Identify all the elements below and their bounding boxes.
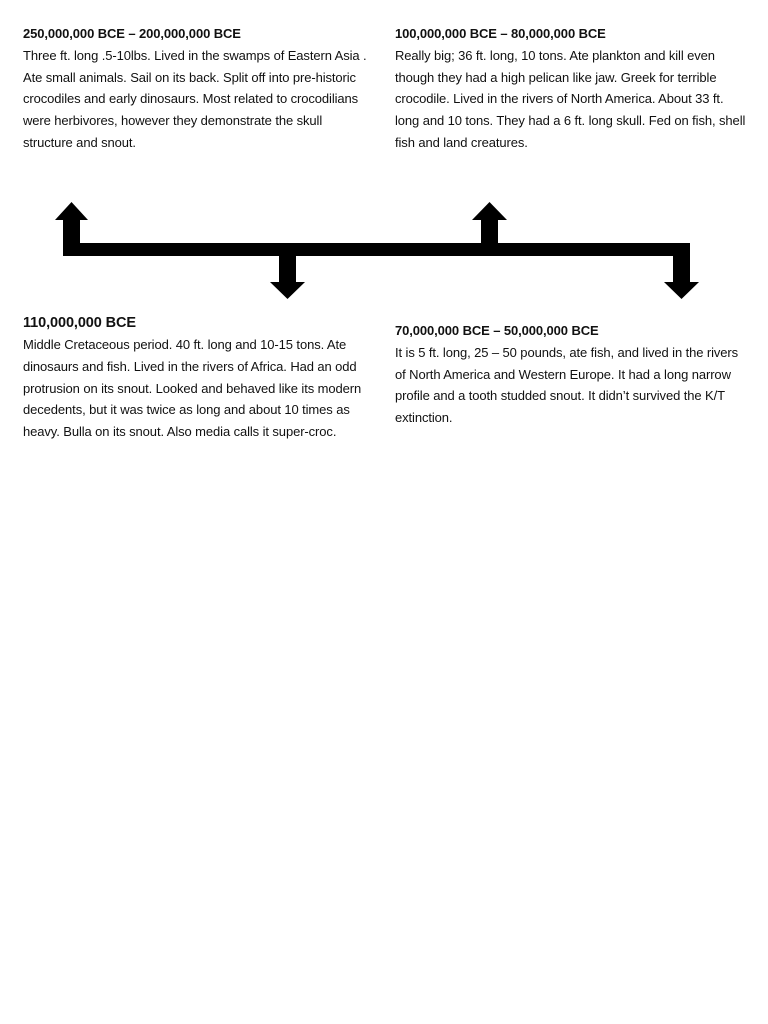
timeline-up-arrow-1 — [55, 202, 88, 220]
entry-description: Three ft. long .5-10lbs. Lived in the swamps of Eastern Asia . Ate small animals. Sail on its back. Split off into pre-historic crocodiles and early dinosaurs. Most related to crocodilians were herbivores, however they demonstrate the skull structure and snout. — [23, 47, 367, 150]
timeline-entry-3 — [23, 312, 375, 443]
entry-heading: 100,000,000 BCE – 80,000,000 BCE — [395, 26, 606, 41]
timeline-entry-1 — [23, 23, 368, 154]
timeline-connector-4 — [673, 243, 690, 284]
entry-heading: 250,000,000 BCE – 200,000,000 BCE — [23, 26, 241, 41]
timeline-connector-2 — [481, 218, 498, 248]
timeline-down-arrow-3 — [270, 282, 305, 299]
timeline-connector-3 — [279, 252, 296, 284]
timeline-entry-2 — [395, 23, 750, 154]
timeline-connector-1 — [63, 218, 80, 248]
entry-heading: 70,000,000 BCE – 50,000,000 BCE — [395, 323, 599, 338]
timeline-bar — [63, 243, 690, 256]
entry-description: Middle Cretaceous period. 40 ft. long and 10-15 tons. Ate dinosaurs and fish. Lived in the rivers of Africa. Had an odd protrusion on its snout. Looked and behaved like its modern decedents, but it was twice as long and about 10 times as heavy. Bulla on its snout. Also media calls it super-croc. — [23, 337, 362, 440]
entry-heading: 110,000,000 BCE — [23, 315, 136, 331]
entry-description: Really big; 36 ft. long, 10 tons. Ate plankton and kill even though they had a high pelican like jaw. Greek for terrible crocodile. Lived in the rivers of North America. About 33 ft. long and 10 tons. They had a 6 ft. long skull. Fed on fish, shell fish and land creatures. — [395, 47, 746, 150]
timeline-up-arrow-2 — [472, 202, 507, 220]
timeline-down-arrow-4 — [664, 282, 699, 299]
entry-description: It is 5 ft. long, 25 – 50 pounds, ate fish, and lived in the rivers of North America and Western Europe. It had a long narrow profile and a tooth studded snout. It didn’t survived the K/T extinction. — [395, 344, 739, 426]
timeline-entry-4 — [395, 320, 750, 429]
